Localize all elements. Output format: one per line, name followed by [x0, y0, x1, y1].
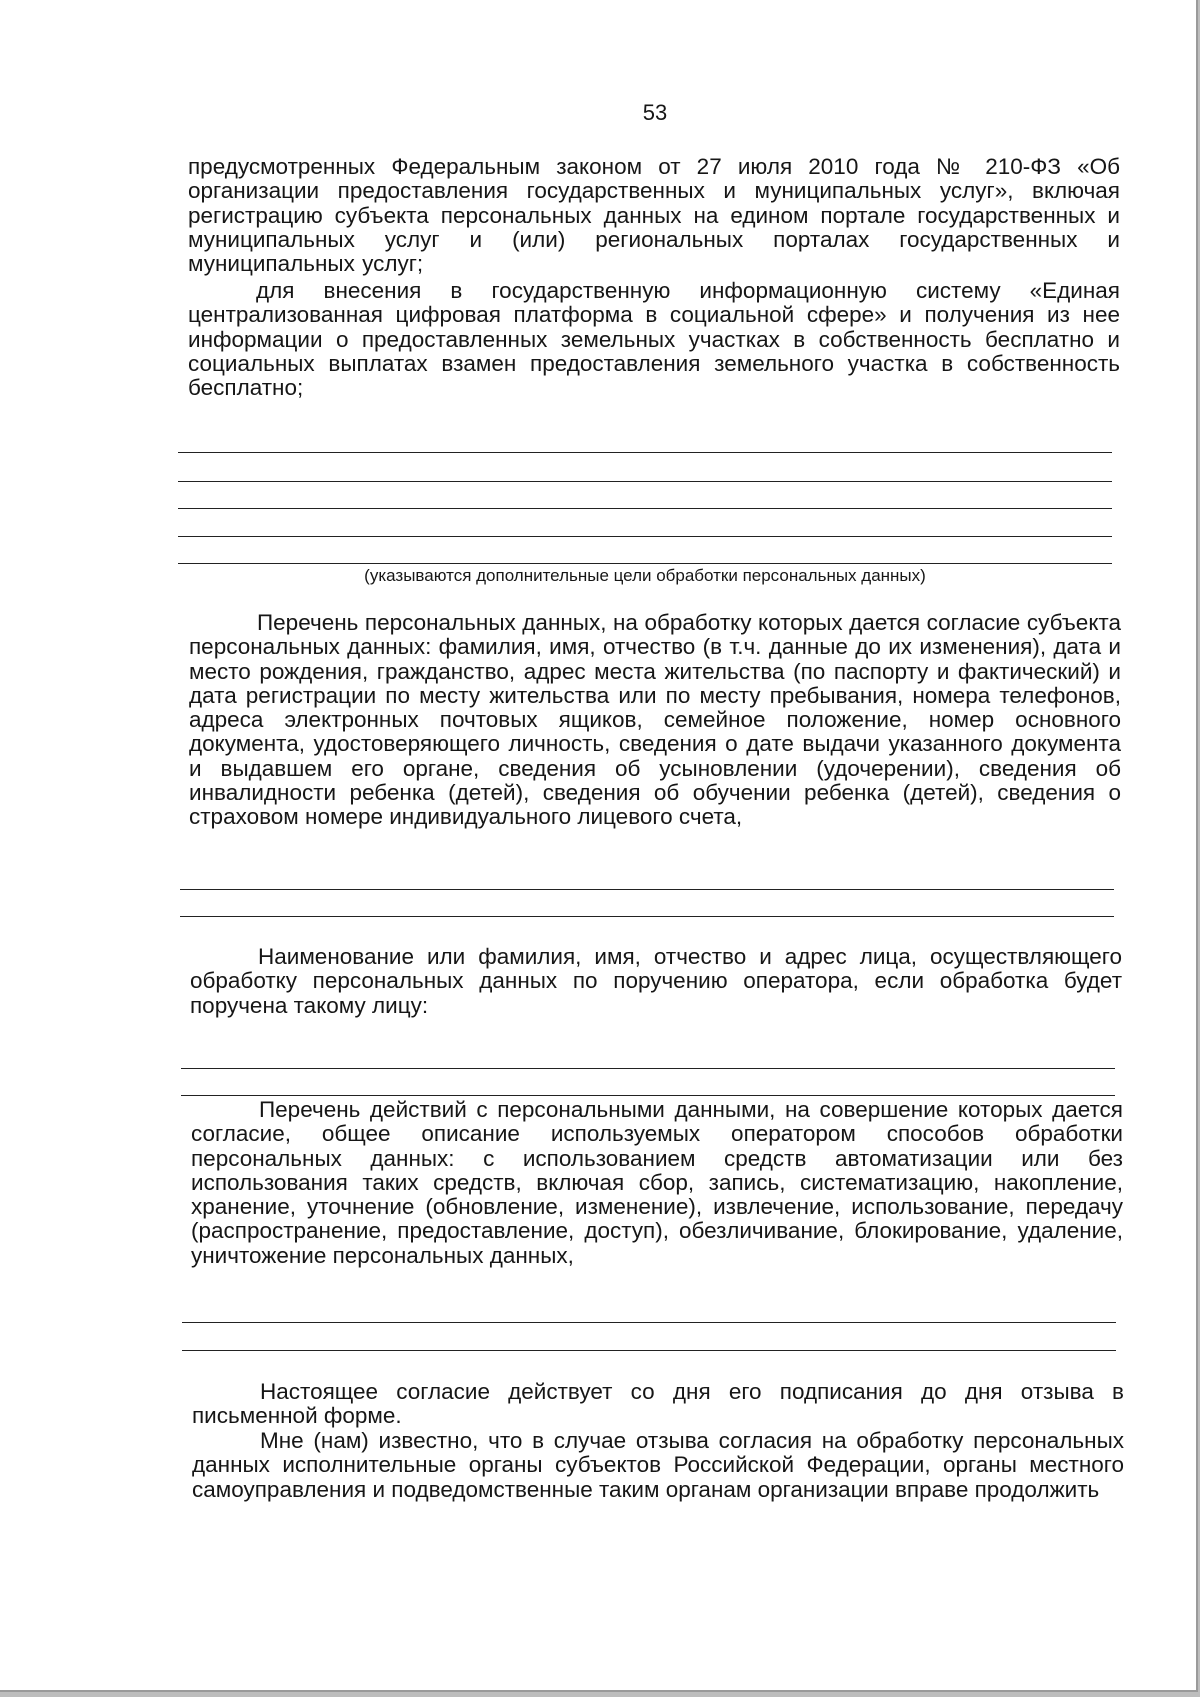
paragraph-processor-name: Наименование или фамилия, имя, отчество и адрес лица, осуществляющего обработку персональных данных по поручению оператора, если обработка будет поручена такому лицу: — [190, 944, 1122, 1018]
paragraph-consent-revocation: Мне (нам) известно, что в случае отзыва согласия на обработку персональных данных исполнительные органы субъектов Российской Федерации, органы местного самоуправления и подведомственные таким органам организации вправе продолжить — [192, 1428, 1124, 1502]
blank-line — [180, 889, 1114, 890]
paragraph-processing-actions: Перечень действий с персональными данными, на совершение которых дается согласие, общее описание используемых оператором способов обработки персональных данных: с использованием средств автоматизации или без использования таких средств, включая сбор, запись, систематизацию, накопление, хранение, уточнение (обновление, изменение), извлечение, использование, передачу (распространение, предоставление, доступ), обезличивание, блокирование, удаление, уничтожение персональных данных, — [191, 1097, 1123, 1268]
blank-line — [182, 1350, 1116, 1351]
blank-line — [178, 508, 1112, 509]
additional-purposes-caption: (указываются дополнительные цели обработки персональных данных) — [364, 566, 926, 585]
paragraph-consent-validity: Настоящее согласие действует со дня его подписания до дня отзыва в письменной форме. — [192, 1379, 1124, 1429]
blank-line — [178, 536, 1112, 537]
blank-line — [178, 481, 1112, 482]
blank-line — [180, 916, 1114, 917]
blank-line — [178, 452, 1112, 453]
page-number: 53 — [642, 100, 668, 125]
blank-line — [178, 563, 1112, 564]
paragraph-personal-data-list: Перечень персональных данных, на обработку которых дается согласие субъекта персональных данных: фамилия, имя, отчество (в т.ч. данные до их изменения), дата и место рождения, гражданство, адрес места жительства (по паспорту и фактический) и дата регистрации по месту жительства или по месту пребывания, номера телефонов, адреса электронных почтовых ящиков, семейное положение, номер основного документа, удостоверяющего личность, сведения о дате выдачи указанного документа и выдавшем его органе, сведения об усыновлении (удочерении), сведения об инвалидности ребенка (детей), сведения об обучении ребенка (детей), сведения о страховом номере индивидуального лицевого счета, — [189, 610, 1121, 830]
paragraph-social-platform: для внесения в государственную информационную систему «Единая централизованная цифровая платформа в социальной сфере» и получения из нее информации о предоставленных земельных участках в собственность бесплатно и социальных выплатах взамен предоставления земельного участка в собственность бесплатно; — [188, 278, 1120, 401]
blank-line — [181, 1095, 1115, 1096]
paragraph-legal-basis: предусмотренных Федеральным законом от 27 июля 2010 года № 210-ФЗ «Об организации предоставления государственных и муниципальных услуг», включая регистрацию субъекта персональных данных на едином портале государственных и муниципальных услуг и (или) региональных порталах государственных и муниципальных услуг; — [188, 154, 1120, 277]
blank-line — [181, 1068, 1115, 1069]
blank-line — [182, 1322, 1116, 1323]
